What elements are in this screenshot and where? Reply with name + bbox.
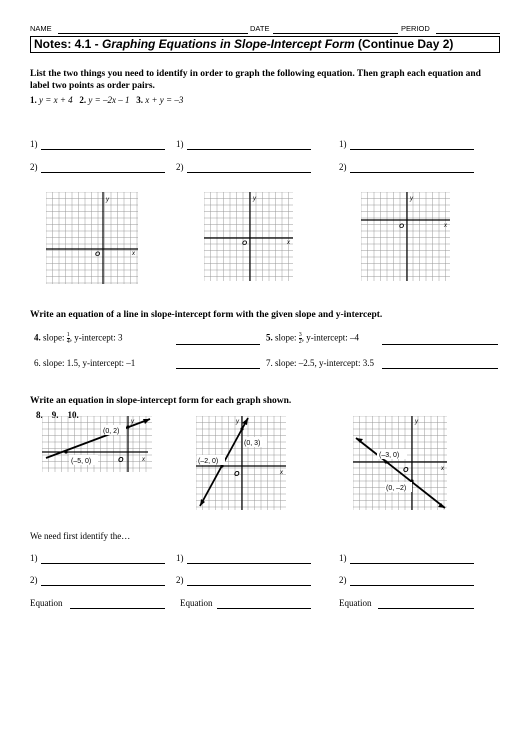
- period-label: PERIOD: [401, 24, 430, 33]
- point-label-1: (0, 3): [244, 440, 261, 447]
- point-label-2: (–2, 0): [198, 458, 219, 465]
- y-axis-label: y: [131, 419, 134, 425]
- blank-label: 1): [30, 553, 38, 563]
- y-axis-label: y: [236, 419, 239, 425]
- equation-label: Equation: [339, 598, 372, 608]
- point-marker: [126, 425, 129, 428]
- equation-blank[interactable]: [378, 608, 474, 609]
- eq-1: y = x + 4: [39, 95, 73, 105]
- point-label-2: (–5, 0): [71, 458, 92, 465]
- graph-8: [42, 416, 152, 472]
- x-axis-label: x: [142, 457, 145, 463]
- eq-3: x + y = –3: [145, 95, 184, 105]
- blank-label: 2): [176, 162, 184, 172]
- origin-label: O: [403, 467, 409, 474]
- x-axis-label: x: [287, 240, 290, 246]
- answer-blank[interactable]: [382, 368, 498, 369]
- answer-blank[interactable]: [350, 563, 474, 564]
- point-label-2: (0, –2): [386, 485, 407, 492]
- problem-7: 7. slope: –2.5, y-intercept: 3.5: [266, 358, 374, 368]
- title-prefix: Notes: 4.1 -: [34, 37, 103, 51]
- name-label: NAME: [30, 24, 52, 33]
- y-axis-label: y: [415, 419, 418, 425]
- origin-label: O: [399, 223, 405, 230]
- point-marker: [64, 450, 67, 453]
- grid-lines: [46, 192, 138, 284]
- section1-instructions: List the two things you need to identify in order to graph the following equation. Then graph each equation and label two points as order pairs.: [30, 69, 481, 91]
- point-label-1: (0, 2): [103, 428, 120, 435]
- coordinate-grid-2[interactable]: [204, 192, 293, 281]
- answer-blank[interactable]: [187, 585, 311, 586]
- eq-2: y = –2x – 1: [88, 95, 130, 105]
- coordinate-grid-1[interactable]: [46, 192, 138, 284]
- section3-instructions: Write an equation in slope-intercept form for each graph shown.: [30, 396, 292, 406]
- x-axis-label: x: [444, 223, 447, 229]
- section1-problems: 1. y = x + 4 2. y = –2x – 1 3. x + y = –3: [30, 95, 184, 105]
- graph-9: [196, 416, 286, 510]
- point-marker: [240, 427, 243, 430]
- grid-lines: [204, 192, 293, 281]
- date-blank[interactable]: [273, 33, 398, 34]
- answer-blank[interactable]: [41, 149, 165, 150]
- grid-lines: [353, 416, 447, 510]
- answer-blank[interactable]: [350, 585, 474, 586]
- x-axis-label: x: [280, 470, 283, 476]
- answer-blank[interactable]: [187, 563, 311, 564]
- coordinate-grid-3[interactable]: [361, 192, 450, 281]
- blank-label: 1): [176, 553, 184, 563]
- answer-blank[interactable]: [382, 344, 498, 345]
- answer-blank[interactable]: [41, 585, 165, 586]
- blank-label: 2): [339, 162, 347, 172]
- y-axis-label: y: [410, 196, 413, 202]
- blank-label: 1): [339, 553, 347, 563]
- origin-label: O: [242, 240, 248, 247]
- graph-10: [353, 416, 447, 510]
- title-suffix: (Continue Day 2): [354, 37, 454, 51]
- arrow-head: [242, 418, 248, 425]
- x-axis-label: x: [441, 466, 444, 472]
- equation-blank[interactable]: [217, 608, 311, 609]
- equation-blank[interactable]: [70, 608, 165, 609]
- answer-blank[interactable]: [176, 344, 260, 345]
- blank-label: 1): [176, 139, 184, 149]
- answer-blank[interactable]: [350, 149, 474, 150]
- blank-label: 2): [30, 575, 38, 585]
- answer-blank[interactable]: [41, 563, 165, 564]
- answer-blank[interactable]: [350, 172, 474, 173]
- answer-blank[interactable]: [187, 172, 311, 173]
- origin-label: O: [95, 251, 101, 258]
- problem-5: 5. slope: $\frac{3}{2}$ , y-intercept: –4: [266, 332, 359, 345]
- page-title: [30, 36, 500, 53]
- y-axis-label: y: [106, 197, 109, 203]
- section4-intro: We need first identify the…: [30, 531, 131, 541]
- point-marker: [384, 460, 387, 463]
- blank-label: 1): [339, 139, 347, 149]
- blank-label: 2): [176, 575, 184, 585]
- x-axis-label: x: [132, 251, 135, 257]
- origin-label: O: [118, 457, 124, 464]
- problem-numbers-8-10: 8. 9. 10.: [36, 410, 79, 420]
- equation-label: Equation: [30, 598, 63, 608]
- answer-blank[interactable]: [176, 368, 260, 369]
- section2-instructions: Write an equation of a line in slope-intercept form with the given slope and y-intercept.: [30, 310, 383, 320]
- problem-4: 4. slope: $\frac{1}{4}$ , y-intercept: 3: [34, 332, 123, 345]
- blank-label: 2): [30, 162, 38, 172]
- origin-label: O: [234, 471, 240, 478]
- date-label: DATE: [250, 24, 270, 33]
- answer-blank[interactable]: [187, 149, 311, 150]
- grid-lines: [361, 192, 450, 281]
- answer-blank[interactable]: [41, 172, 165, 173]
- equation-label: Equation: [180, 598, 213, 608]
- problem-6: 6. slope: 1.5, y-intercept: –1: [34, 358, 136, 368]
- period-blank[interactable]: [436, 33, 500, 34]
- point-label-1: (–3, 0): [379, 452, 400, 459]
- name-blank[interactable]: [58, 33, 248, 34]
- y-axis-label: y: [253, 196, 256, 202]
- arrow-head: [143, 419, 150, 424]
- title-italic: Graphing Equations in Slope-Intercept Form: [102, 37, 355, 51]
- blank-label: 2): [339, 575, 347, 585]
- blank-label: 1): [30, 139, 38, 149]
